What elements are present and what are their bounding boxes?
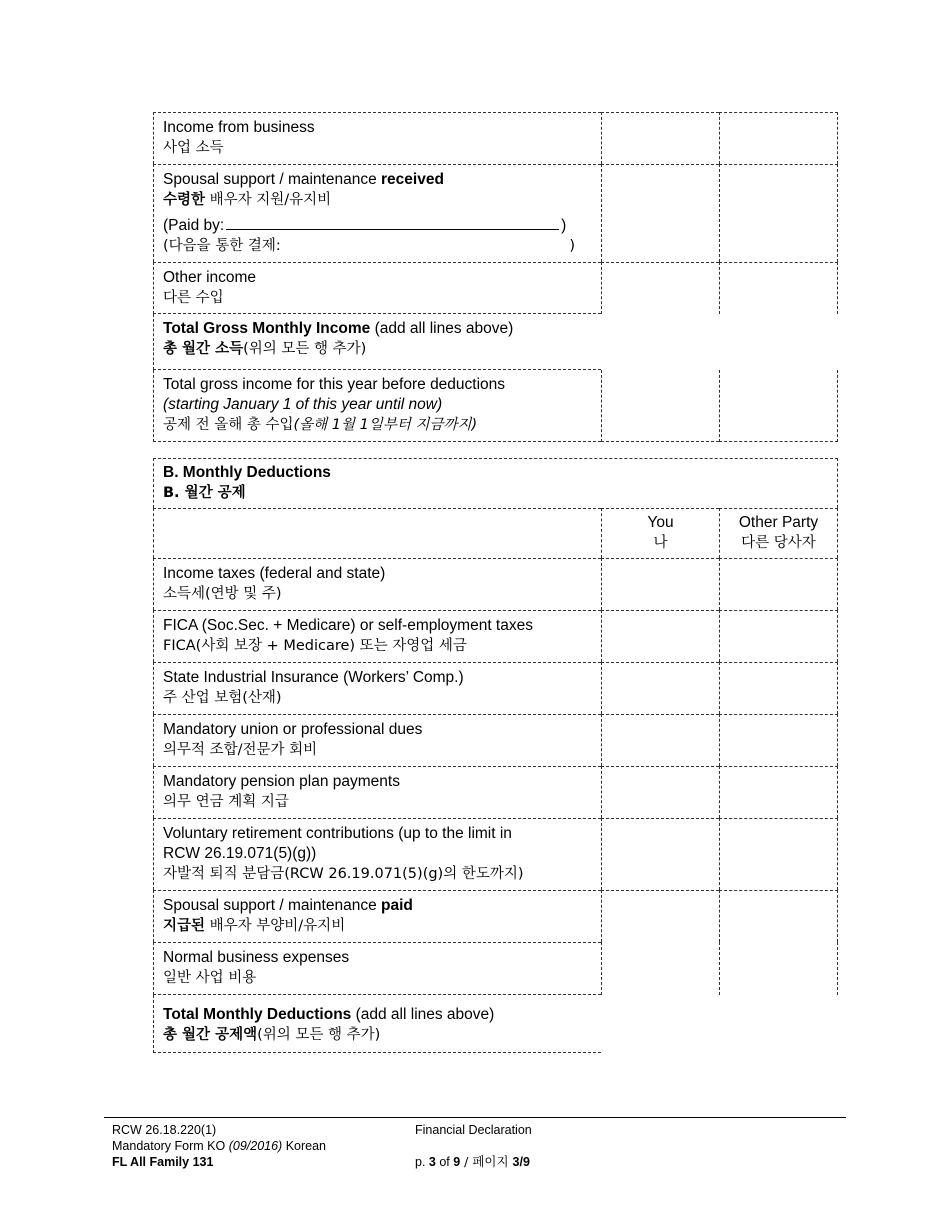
other-party-amount-cell[interactable] [719,662,838,714]
label-en-bold: received [381,171,444,188]
you-amount-cell[interactable] [601,164,719,262]
paid-by-ko-line [163,236,575,256]
row-label [153,558,601,610]
paid-by-ko-label: (다음을 통한 결제: [163,238,281,254]
label-en-text: (add all lines above) [351,1006,495,1023]
label-en: Normal business expenses [163,949,350,966]
you-total-cell[interactable] [601,995,719,1053]
label-ko-text: 배우자 부양비/유지비 [205,918,346,934]
label-ko [163,339,593,359]
other-party-amount-cell[interactable] [719,890,838,942]
table-row [153,314,838,370]
label-en [163,896,593,916]
row-label [153,262,601,314]
you-amount-cell[interactable] [601,942,719,995]
deductions-table [153,458,838,1053]
you-amount-cell[interactable] [601,766,719,818]
blank-header-cell [153,508,601,558]
label-en-text: Spousal support / maintenance [163,171,381,188]
label-en-italic-text: (starting January 1 of this year until now) [163,396,443,413]
row-label [153,714,601,766]
page-footer [104,1117,846,1169]
row-label [153,942,601,995]
label-en: Total gross income for this year before deductions [163,376,506,393]
label-en-bold: Total Monthly Deductions [163,1006,352,1023]
footer-spacer [415,1138,532,1154]
table-row [153,818,838,890]
section-title [153,458,838,508]
paid-by-input[interactable] [226,215,559,230]
you-amount-cell[interactable] [601,112,719,164]
you-amount-cell[interactable] [601,890,719,942]
column-header-row [153,508,838,558]
total-year-label [153,370,601,442]
row-label [153,610,601,662]
label-ko-bold: 총 월간 공제액 [163,1027,258,1043]
label-en-bold: Total Gross Monthly Income [163,320,371,337]
page-of: of [435,1155,454,1169]
paid-by-line [163,215,593,236]
label-en-text: Spousal support / maintenance [163,897,381,914]
table-row [153,262,838,314]
row-label [153,890,601,942]
other-party-amount-cell[interactable] [719,942,838,995]
label-ko: 사업 소득 [163,140,224,156]
label-ko: 의무 연금 계획 지급 [163,794,289,810]
other-party-total-cell[interactable] [719,995,838,1053]
footer-rcw: RCW 26.18.220(1) [112,1123,217,1137]
you-amount-cell[interactable] [601,558,719,610]
footer-page-number [415,1154,532,1170]
other-party-amount-cell[interactable] [719,818,838,890]
row-label [153,164,601,262]
table-row [153,714,838,766]
other-party-amount-cell[interactable] [719,714,838,766]
paid-by-label: (Paid by: [163,217,225,234]
you-amount-cell[interactable] [601,262,719,314]
you-amount-cell[interactable] [601,818,719,890]
other-party-amount-cell[interactable] [719,610,838,662]
table-row [153,558,838,610]
you-amount-cell[interactable] [601,662,719,714]
section-title-ko [163,483,829,503]
label-ko: 다른 수입 [163,290,224,306]
footer-form-lang: Korean [282,1139,326,1153]
income-table [153,112,838,442]
label-ko-text: 배우자 지원/유지비 [205,192,332,208]
label-en: Mandatory pension plan payments [163,773,400,790]
label-en-line2: RCW 26.19.071(5)(g)) [163,845,317,862]
other-party-total-cell[interactable] [719,314,838,370]
section-title-en [163,463,829,483]
table-row [153,995,838,1053]
you-amount-cell[interactable] [601,714,719,766]
label-en: Voluntary retirement contributions (up to the limit in [163,825,512,842]
col-you-ko: 나 [653,535,668,551]
col-you-en: You [647,514,674,531]
other-party-amount-cell[interactable] [719,262,838,314]
page-ko-number: 3/9 [512,1155,530,1169]
row-label [153,662,601,714]
footer-form-text: Mandatory Form KO [112,1139,229,1153]
label-en: Mandatory union or professional dues [163,721,423,738]
table-row [153,942,838,995]
label-ko-bold: 총 월간 소득 [163,341,244,357]
col-other-en: Other Party [738,514,819,531]
label-ko-bold: 수령한 [163,192,206,208]
table-row [153,164,838,262]
row-label [153,112,601,164]
footer-left [112,1122,326,1170]
table-row [153,370,838,442]
label-en: FICA (Soc.Sec. + Medicare) or self-employment taxes [163,617,533,634]
label-ko-bold: 지급된 [163,918,206,934]
label-en: Other income [163,269,257,286]
total-gross-label [153,314,601,370]
row-label [153,818,601,890]
label-ko: 자발적 퇴직 분담금(RCW 26.19.071(5)(g)의 한도까지) [163,866,524,882]
row-label [153,766,601,818]
other-party-amount-cell[interactable] [719,164,838,262]
label-ko: FICA(사회 보장 + Medicare) 또는 자영업 세금 [163,638,467,654]
label-ko: 의무적 조합/전문가 회비 [163,742,318,758]
col-you-header [601,508,719,558]
footer-doc-title: Financial Declaration [415,1123,532,1137]
section-header [153,458,838,508]
label-en: Income from business [163,119,315,136]
label-en-bold: paid [381,897,413,914]
label-ko [163,190,593,210]
label-en-text: (add all lines above) [370,320,514,337]
page-current: 3 [428,1155,436,1169]
label-ko-text: 공제 전 올해 총 수입 [163,417,294,433]
label-ko: 주 산업 보험(산재) [163,690,282,706]
col-other-header [719,508,838,558]
table-row [153,610,838,662]
paid-by-ko-close: ) [569,238,575,254]
footer-form-number [112,1154,326,1170]
other-party-amount-cell[interactable] [719,370,838,442]
label-ko-text: (위의 모든 행 추가) [243,341,367,357]
footer-right [415,1122,532,1170]
total-deductions-label [153,995,601,1053]
col-other-ko: 다른 당사자 [741,535,816,551]
label-ko-italic: (올해 1월 1일부터 지금까지) [293,417,478,433]
label-ko [163,1025,593,1045]
label-en [163,1005,593,1025]
paid-by-close: ) [561,217,567,234]
section-title-ko-text: B. 월간 공제 [163,485,246,501]
other-party-amount-cell[interactable] [719,558,838,610]
page-total: 9 [453,1155,461,1169]
table-row [153,890,838,942]
footer-form-number-text: FL All Family 131 [112,1155,214,1169]
footer-form-id [112,1138,326,1154]
other-party-amount-cell[interactable] [719,766,838,818]
you-total-cell[interactable] [601,314,719,370]
label-ko: 소득세(연방 및 주) [163,586,282,602]
label-ko: 일반 사업 비용 [163,970,257,986]
other-party-amount-cell[interactable] [719,112,838,164]
you-amount-cell[interactable] [601,610,719,662]
table-row [153,766,838,818]
you-amount-cell[interactable] [601,370,719,442]
label-ko [163,916,593,936]
label-en [163,319,593,339]
footer-form-date: (09/2016) [228,1139,283,1153]
label-en-italic [163,395,593,415]
label-en: Income taxes (federal and state) [163,565,386,582]
label-ko [163,415,593,435]
table-row [153,112,838,164]
table-row [153,662,838,714]
section-title-en-text: B. Monthly Deductions [163,464,331,481]
page-prefix: p. [415,1155,429,1169]
label-en [163,170,593,190]
label-en: State Industrial Insurance (Workers’ Comp.) [163,669,464,686]
page-ko-label: / 페이지 [460,1154,513,1169]
label-ko-text: (위의 모든 행 추가) [257,1027,381,1043]
